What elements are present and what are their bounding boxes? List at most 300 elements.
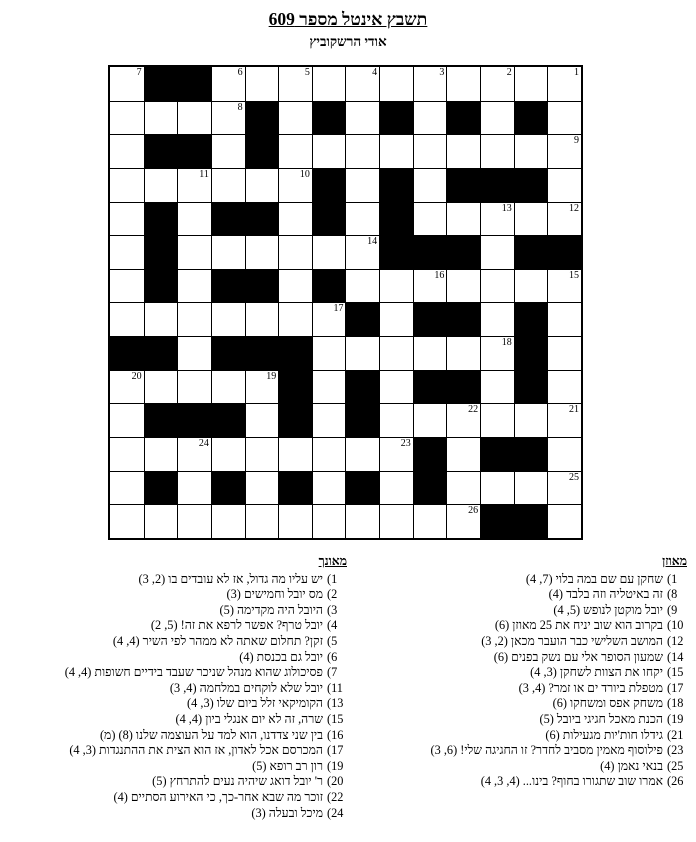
clue-number: 8) [667, 587, 678, 602]
grid-cell[interactable] [177, 235, 211, 269]
grid-cell-black [514, 302, 548, 336]
grid-cell[interactable] [278, 269, 312, 303]
grid-cell[interactable] [547, 370, 581, 404]
grid-cell[interactable] [547, 336, 581, 370]
grid-cell-black [245, 269, 279, 303]
grid-cell-number: 7 [136, 67, 142, 78]
grid-cell-black [345, 403, 379, 437]
grid-cell-black [413, 235, 447, 269]
grid-cell[interactable] [278, 134, 312, 168]
grid-cell[interactable] [110, 403, 144, 437]
grid-cell-number: 16 [434, 269, 445, 281]
grid-cell-black [446, 370, 480, 404]
grid-cell[interactable] [480, 370, 514, 404]
grid-cell[interactable] [312, 235, 346, 269]
grid-cell-black [211, 403, 245, 437]
clue-line [347, 650, 687, 666]
grid-cell[interactable] [177, 101, 211, 135]
grid-cell[interactable] [110, 235, 144, 269]
grid-cell[interactable] [110, 302, 144, 336]
grid-cell[interactable] [312, 336, 346, 370]
grid-cell[interactable] [110, 202, 144, 236]
clue-text: יש עליו מה גדול, אז לא עובדים בו (2, 3) [138, 571, 323, 586]
grid-cell[interactable] [547, 403, 581, 437]
grid-cell-number: 25 [568, 471, 579, 483]
grid-cell-black [480, 504, 514, 538]
grid-cell[interactable] [211, 168, 245, 202]
grid-cell[interactable] [446, 504, 480, 538]
grid-cell[interactable] [345, 134, 379, 168]
grid-cell-black [245, 336, 279, 370]
grid-cell[interactable] [413, 269, 447, 303]
grid-cell[interactable] [514, 67, 548, 101]
grid-cell[interactable] [312, 302, 346, 336]
grid-cell[interactable] [446, 336, 480, 370]
grid-cell[interactable] [345, 269, 379, 303]
grid-cell-black [144, 202, 178, 236]
clue-line [347, 603, 687, 619]
clue-text: המושב השלישי כבר הועבר מכאן (2, 3) [481, 633, 663, 648]
clue-line [7, 634, 347, 650]
grid-cell[interactable] [547, 504, 581, 538]
grid-cell[interactable] [177, 437, 211, 471]
grid-cell-black [211, 471, 245, 505]
grid-cell[interactable] [514, 134, 548, 168]
grid-cell[interactable] [413, 168, 447, 202]
page-author: אודי הרשקוביץ [309, 34, 387, 49]
clue-line [347, 743, 687, 759]
clue-line [7, 650, 347, 666]
grid-cell-number: 19 [266, 370, 277, 382]
grid-cell-number: 22 [468, 404, 479, 416]
grid-cell[interactable] [547, 101, 581, 135]
grid-cell[interactable] [278, 437, 312, 471]
grid-cell[interactable] [480, 202, 514, 236]
grid-cell[interactable] [245, 437, 279, 471]
grid-cell-number: 24 [198, 438, 209, 450]
grid-cell-black [245, 101, 279, 135]
clue-text: זוכר מה שבא אחר-כך, כי האירוע הסתיים (4) [113, 789, 323, 804]
grid-cell-number: 1 [573, 67, 579, 78]
grid-cell[interactable] [177, 471, 211, 505]
grid-cell[interactable] [379, 336, 413, 370]
grid-cell-black [144, 269, 178, 303]
grid-cell[interactable] [312, 370, 346, 404]
grid-cell[interactable] [245, 235, 279, 269]
grid-cell-number: 18 [501, 337, 512, 349]
grid-cell[interactable] [480, 403, 514, 437]
grid-cell[interactable] [144, 504, 178, 538]
clue-number: 10) [667, 618, 684, 633]
clue-number: 11) [327, 680, 343, 695]
grid-cell-number: 21 [568, 404, 579, 416]
clue-number: 15) [327, 711, 344, 726]
grid-cell-black [446, 302, 480, 336]
clue-number: 26) [667, 774, 684, 789]
grid-cell-number: 14 [367, 236, 378, 248]
clue-number: 2) [327, 587, 338, 602]
grid-cell[interactable] [278, 67, 312, 101]
grid-cell[interactable] [110, 370, 144, 404]
grid-cell[interactable] [480, 336, 514, 370]
grid-cell-black [245, 202, 279, 236]
clue-number: 22) [327, 789, 344, 804]
grid-cell[interactable] [245, 403, 279, 437]
grid-cell[interactable] [379, 471, 413, 505]
grid-cell-number: 10 [299, 168, 310, 180]
grid-cell[interactable] [446, 269, 480, 303]
clue-number: 3) [327, 602, 338, 617]
grid-cell-number: 15 [568, 269, 579, 281]
clue-line [7, 618, 347, 634]
grid-cell[interactable] [245, 302, 279, 336]
grid-cell-black [278, 471, 312, 505]
grid-cell-black [345, 471, 379, 505]
grid-cell[interactable] [446, 202, 480, 236]
grid-cell-black [278, 403, 312, 437]
grid-cell-black [177, 403, 211, 437]
clue-number: 25) [667, 758, 684, 773]
grid-cell-black [211, 202, 245, 236]
clue-text: רון רב רופא (5) [252, 758, 323, 773]
clue-text: זה באיטליה וזה בלבד (4) [548, 587, 663, 602]
grid-cell-number: 13 [501, 202, 512, 214]
grid-cell[interactable] [547, 168, 581, 202]
grid-cell[interactable] [480, 235, 514, 269]
grid-cell[interactable] [345, 168, 379, 202]
grid-cell[interactable] [312, 67, 346, 101]
grid-cell[interactable] [345, 202, 379, 236]
grid-cell-number: 26 [468, 505, 479, 517]
grid-cell[interactable] [379, 269, 413, 303]
clue-line [347, 634, 687, 650]
grid-cell[interactable] [211, 504, 245, 538]
grid-cell-number: 6 [237, 67, 243, 78]
grid-cell[interactable] [177, 336, 211, 370]
grid-cell[interactable] [278, 235, 312, 269]
grid-cell[interactable] [480, 101, 514, 135]
clue-text: שרה, זה לא יום אנגלי ביון (4, 4) [175, 711, 323, 726]
grid-cell[interactable] [278, 202, 312, 236]
grid-cell-number: 17 [333, 303, 344, 315]
grid-cell-black [446, 235, 480, 269]
grid-cell[interactable] [379, 437, 413, 471]
grid-cell[interactable] [413, 134, 447, 168]
grid-cell-number: 3 [439, 67, 445, 78]
grid-cell[interactable] [413, 101, 447, 135]
clue-number: 7) [327, 665, 338, 680]
grid-cell-black [177, 67, 211, 101]
grid-cell[interactable] [345, 67, 379, 101]
grid-cell[interactable] [278, 101, 312, 135]
grid-cell-black [514, 370, 548, 404]
grid-cell[interactable] [547, 302, 581, 336]
grid-cell[interactable] [345, 101, 379, 135]
clue-number: 16) [327, 727, 344, 742]
clue-text: זקן? תחלום שאתה לא ממהר לפי השיר (4, 4) [112, 633, 323, 648]
grid-cell[interactable] [177, 504, 211, 538]
grid-cell-black [245, 134, 279, 168]
clue-text: גידלו חות'יות מגעילות (6) [545, 727, 663, 742]
grid-cell[interactable] [413, 403, 447, 437]
grid-cell[interactable] [110, 168, 144, 202]
clue-line [7, 587, 347, 603]
grid-cell-black [413, 471, 447, 505]
grid-cell[interactable] [278, 504, 312, 538]
grid-cell[interactable] [144, 370, 178, 404]
clue-line [347, 728, 687, 744]
grid-cell[interactable] [379, 134, 413, 168]
down-header: מאונך [318, 554, 347, 568]
grid-cell-black [278, 336, 312, 370]
clue-text: בקרוב הוא שוב יניח את 25 מאוזן (6) [494, 618, 663, 633]
clue-text: היובל היה מקדימה (5) [219, 602, 323, 617]
clue-text: ר' יובל דואג שיהיה נעים להתרחץ (5) [152, 774, 323, 789]
grid-cell-black [514, 235, 548, 269]
grid-cell-black [211, 269, 245, 303]
grid-cell[interactable] [245, 67, 279, 101]
grid-cell[interactable] [379, 67, 413, 101]
clue-number: 19) [667, 711, 684, 726]
grid-cell[interactable] [110, 471, 144, 505]
grid-cell-number: 23 [400, 438, 411, 450]
clue-text: מיכל ובעלה (3) [251, 805, 323, 820]
grid-cell[interactable] [144, 437, 178, 471]
clue-text: בין שני צדדנו, הוא למד על העוצמה שלנו (8) (מ) [99, 727, 323, 742]
grid-cell-black [514, 437, 548, 471]
clue-line [7, 681, 347, 697]
clue-text: פסיכולוג שהוא מנהל שניכר שעבד בידיים חשופות (4, 4) [64, 665, 323, 680]
grid-cell[interactable] [177, 168, 211, 202]
grid-cell[interactable] [312, 471, 346, 505]
grid-cell[interactable] [110, 101, 144, 135]
grid-cell[interactable] [446, 437, 480, 471]
grid-cell-black [514, 101, 548, 135]
clue-text: יובל גם בכנסת (4) [239, 649, 323, 664]
clue-text: יובל שלא לוקחים במלחמה (4, 3) [169, 680, 323, 695]
grid-cell-black [312, 269, 346, 303]
grid-cell-black [177, 134, 211, 168]
across-clues-list [347, 572, 687, 790]
grid-cell-black [379, 235, 413, 269]
grid-cell[interactable] [446, 403, 480, 437]
grid-cell-black [379, 168, 413, 202]
grid-cell-black [144, 134, 178, 168]
grid-cell[interactable] [177, 370, 211, 404]
grid-cell[interactable] [177, 202, 211, 236]
grid-cell-number: 8 [237, 101, 243, 113]
clue-text: משחק אפס ומשחקו (6) [552, 696, 663, 711]
grid-cell[interactable] [211, 235, 245, 269]
clue-number: 17) [667, 680, 684, 695]
grid-cell[interactable] [144, 302, 178, 336]
grid-cell[interactable] [110, 67, 144, 101]
down-clues-list [7, 572, 347, 822]
grid-cell-black [312, 202, 346, 236]
clue-text: מס יובל וחמישים (3) [226, 587, 323, 602]
grid-cell-black [480, 437, 514, 471]
grid-cell[interactable] [345, 235, 379, 269]
grid-cell-black [144, 336, 178, 370]
grid-cell[interactable] [245, 471, 279, 505]
clue-line [7, 759, 347, 775]
clue-line [347, 712, 687, 728]
grid-cell[interactable] [245, 504, 279, 538]
grid-cell-number: 11 [199, 168, 209, 180]
grid-cell[interactable] [379, 370, 413, 404]
grid-cell[interactable] [547, 471, 581, 505]
grid-cell[interactable] [144, 101, 178, 135]
grid-cell[interactable] [278, 168, 312, 202]
grid-cell[interactable] [312, 437, 346, 471]
grid-cell-black [345, 370, 379, 404]
clue-line [347, 774, 687, 790]
clue-number: 19) [327, 758, 344, 773]
grid-cell[interactable] [312, 403, 346, 437]
grid-cell[interactable] [547, 134, 581, 168]
grid-cell[interactable] [480, 134, 514, 168]
clue-text: אמרו שוב שתגורו בחוף? בינו... (4, 3, 4) [480, 774, 663, 789]
grid-cell-number: 9 [573, 135, 579, 147]
clue-line [7, 712, 347, 728]
clue-number: 17) [327, 743, 344, 758]
grid-cell-black [312, 168, 346, 202]
clue-number: 1) [327, 571, 338, 586]
grid-cell-black [413, 370, 447, 404]
across-header: מאוזן [662, 554, 687, 568]
grid-cell[interactable] [110, 437, 144, 471]
grid-cell-black [110, 336, 144, 370]
grid-cell[interactable] [514, 269, 548, 303]
clue-text: שחקן עם שם במה בלוי (7, 4) [525, 571, 663, 586]
grid-cell-black [413, 437, 447, 471]
clue-number: 15) [667, 665, 684, 680]
clue-number: 21) [667, 727, 684, 742]
clue-number: 5) [327, 633, 338, 648]
clue-text: יובל טרף? אפשר לרפא את זה! (5, 2) [150, 618, 323, 633]
grid-cell[interactable] [345, 336, 379, 370]
grid-cell-black [144, 235, 178, 269]
grid-cell[interactable] [514, 403, 548, 437]
grid-cell[interactable] [446, 471, 480, 505]
grid-cell-number: 5 [304, 67, 310, 78]
clue-number: 13) [327, 696, 344, 711]
grid-cell[interactable] [514, 202, 548, 236]
clue-number: 12) [667, 633, 684, 648]
clue-line [7, 774, 347, 790]
clue-line [347, 665, 687, 681]
down-clues-column [7, 554, 347, 821]
grid-cell[interactable] [245, 370, 279, 404]
grid-cell-black [446, 168, 480, 202]
grid-cell[interactable] [345, 437, 379, 471]
grid-cell[interactable] [211, 134, 245, 168]
grid-cell[interactable] [413, 504, 447, 538]
clue-text: פילוסוף מאמין מסביב לחדר? זו החגיגה שלי! (6, 3) [430, 743, 663, 758]
grid-cell[interactable] [177, 269, 211, 303]
grid-cell[interactable] [110, 269, 144, 303]
page-title: תשבץ אינטל מספר 609 [268, 9, 428, 29]
grid-cell[interactable] [211, 101, 245, 135]
clue-number: 4) [327, 618, 338, 633]
grid-cell-black [514, 336, 548, 370]
grid-cell[interactable] [211, 302, 245, 336]
grid-cell[interactable] [514, 471, 548, 505]
grid-cell[interactable] [211, 370, 245, 404]
grid-cell[interactable] [480, 302, 514, 336]
grid-cell[interactable] [413, 336, 447, 370]
clue-number: 20) [327, 774, 344, 789]
grid-cell[interactable] [547, 67, 581, 101]
across-clues-column [347, 554, 687, 790]
grid-cell[interactable] [446, 67, 480, 101]
grid-cell-black [278, 370, 312, 404]
clue-line [347, 681, 687, 697]
grid-cell-number: 4 [372, 67, 378, 78]
clue-text: הקומיקאי זלל ביום שלו (3, 4) [187, 696, 323, 711]
grid-cell[interactable] [480, 67, 514, 101]
clue-line [7, 728, 347, 744]
grid-cell[interactable] [547, 437, 581, 471]
grid-cell[interactable] [547, 202, 581, 236]
grid-cell[interactable] [110, 504, 144, 538]
clue-number: 6) [327, 649, 338, 664]
grid-cell-black [312, 101, 346, 135]
grid-cell-black [514, 168, 548, 202]
clue-line [7, 665, 347, 681]
grid-cell-black [480, 168, 514, 202]
clue-line [347, 759, 687, 775]
clue-line [347, 618, 687, 634]
grid-cell-black [413, 302, 447, 336]
grid-cell[interactable] [245, 168, 279, 202]
grid-cell[interactable] [144, 168, 178, 202]
clue-text: בנאי נאמן (4) [600, 758, 663, 773]
grid-cell-black [144, 403, 178, 437]
clue-text: שמעון הסופר אלי עם נשק בפנים (6) [493, 649, 663, 664]
grid-cell[interactable] [379, 403, 413, 437]
grid-cell[interactable] [110, 134, 144, 168]
grid-cell[interactable] [379, 504, 413, 538]
grid-cell[interactable] [312, 504, 346, 538]
grid-cell[interactable] [413, 67, 447, 101]
grid-cell[interactable] [177, 302, 211, 336]
grid-cell[interactable] [312, 134, 346, 168]
clue-text: יובל מוקטן לנופש (5, 4) [553, 602, 663, 617]
grid-cell[interactable] [480, 269, 514, 303]
grid-cell-number: 20 [131, 370, 142, 382]
grid-cell[interactable] [211, 67, 245, 101]
clue-number: 1) [667, 571, 678, 586]
grid-cell[interactable] [278, 302, 312, 336]
grid-cell[interactable] [345, 504, 379, 538]
grid-cell[interactable] [547, 269, 581, 303]
clue-number: 24) [327, 805, 344, 820]
grid-cell[interactable] [413, 202, 447, 236]
grid-cell[interactable] [446, 134, 480, 168]
clue-line [7, 743, 347, 759]
clue-number: 9) [667, 602, 678, 617]
grid-cell[interactable] [211, 437, 245, 471]
grid-cell-black [144, 471, 178, 505]
grid-cell[interactable] [480, 471, 514, 505]
grid-cell[interactable] [379, 302, 413, 336]
clue-text: המכרסם אכל לאדון, אז הוא הצית את ההתנגדות (3, 4) [69, 743, 323, 758]
clue-line [347, 696, 687, 712]
clue-number: 14) [667, 649, 684, 664]
grid-cell-black [345, 302, 379, 336]
clue-line [7, 806, 347, 822]
